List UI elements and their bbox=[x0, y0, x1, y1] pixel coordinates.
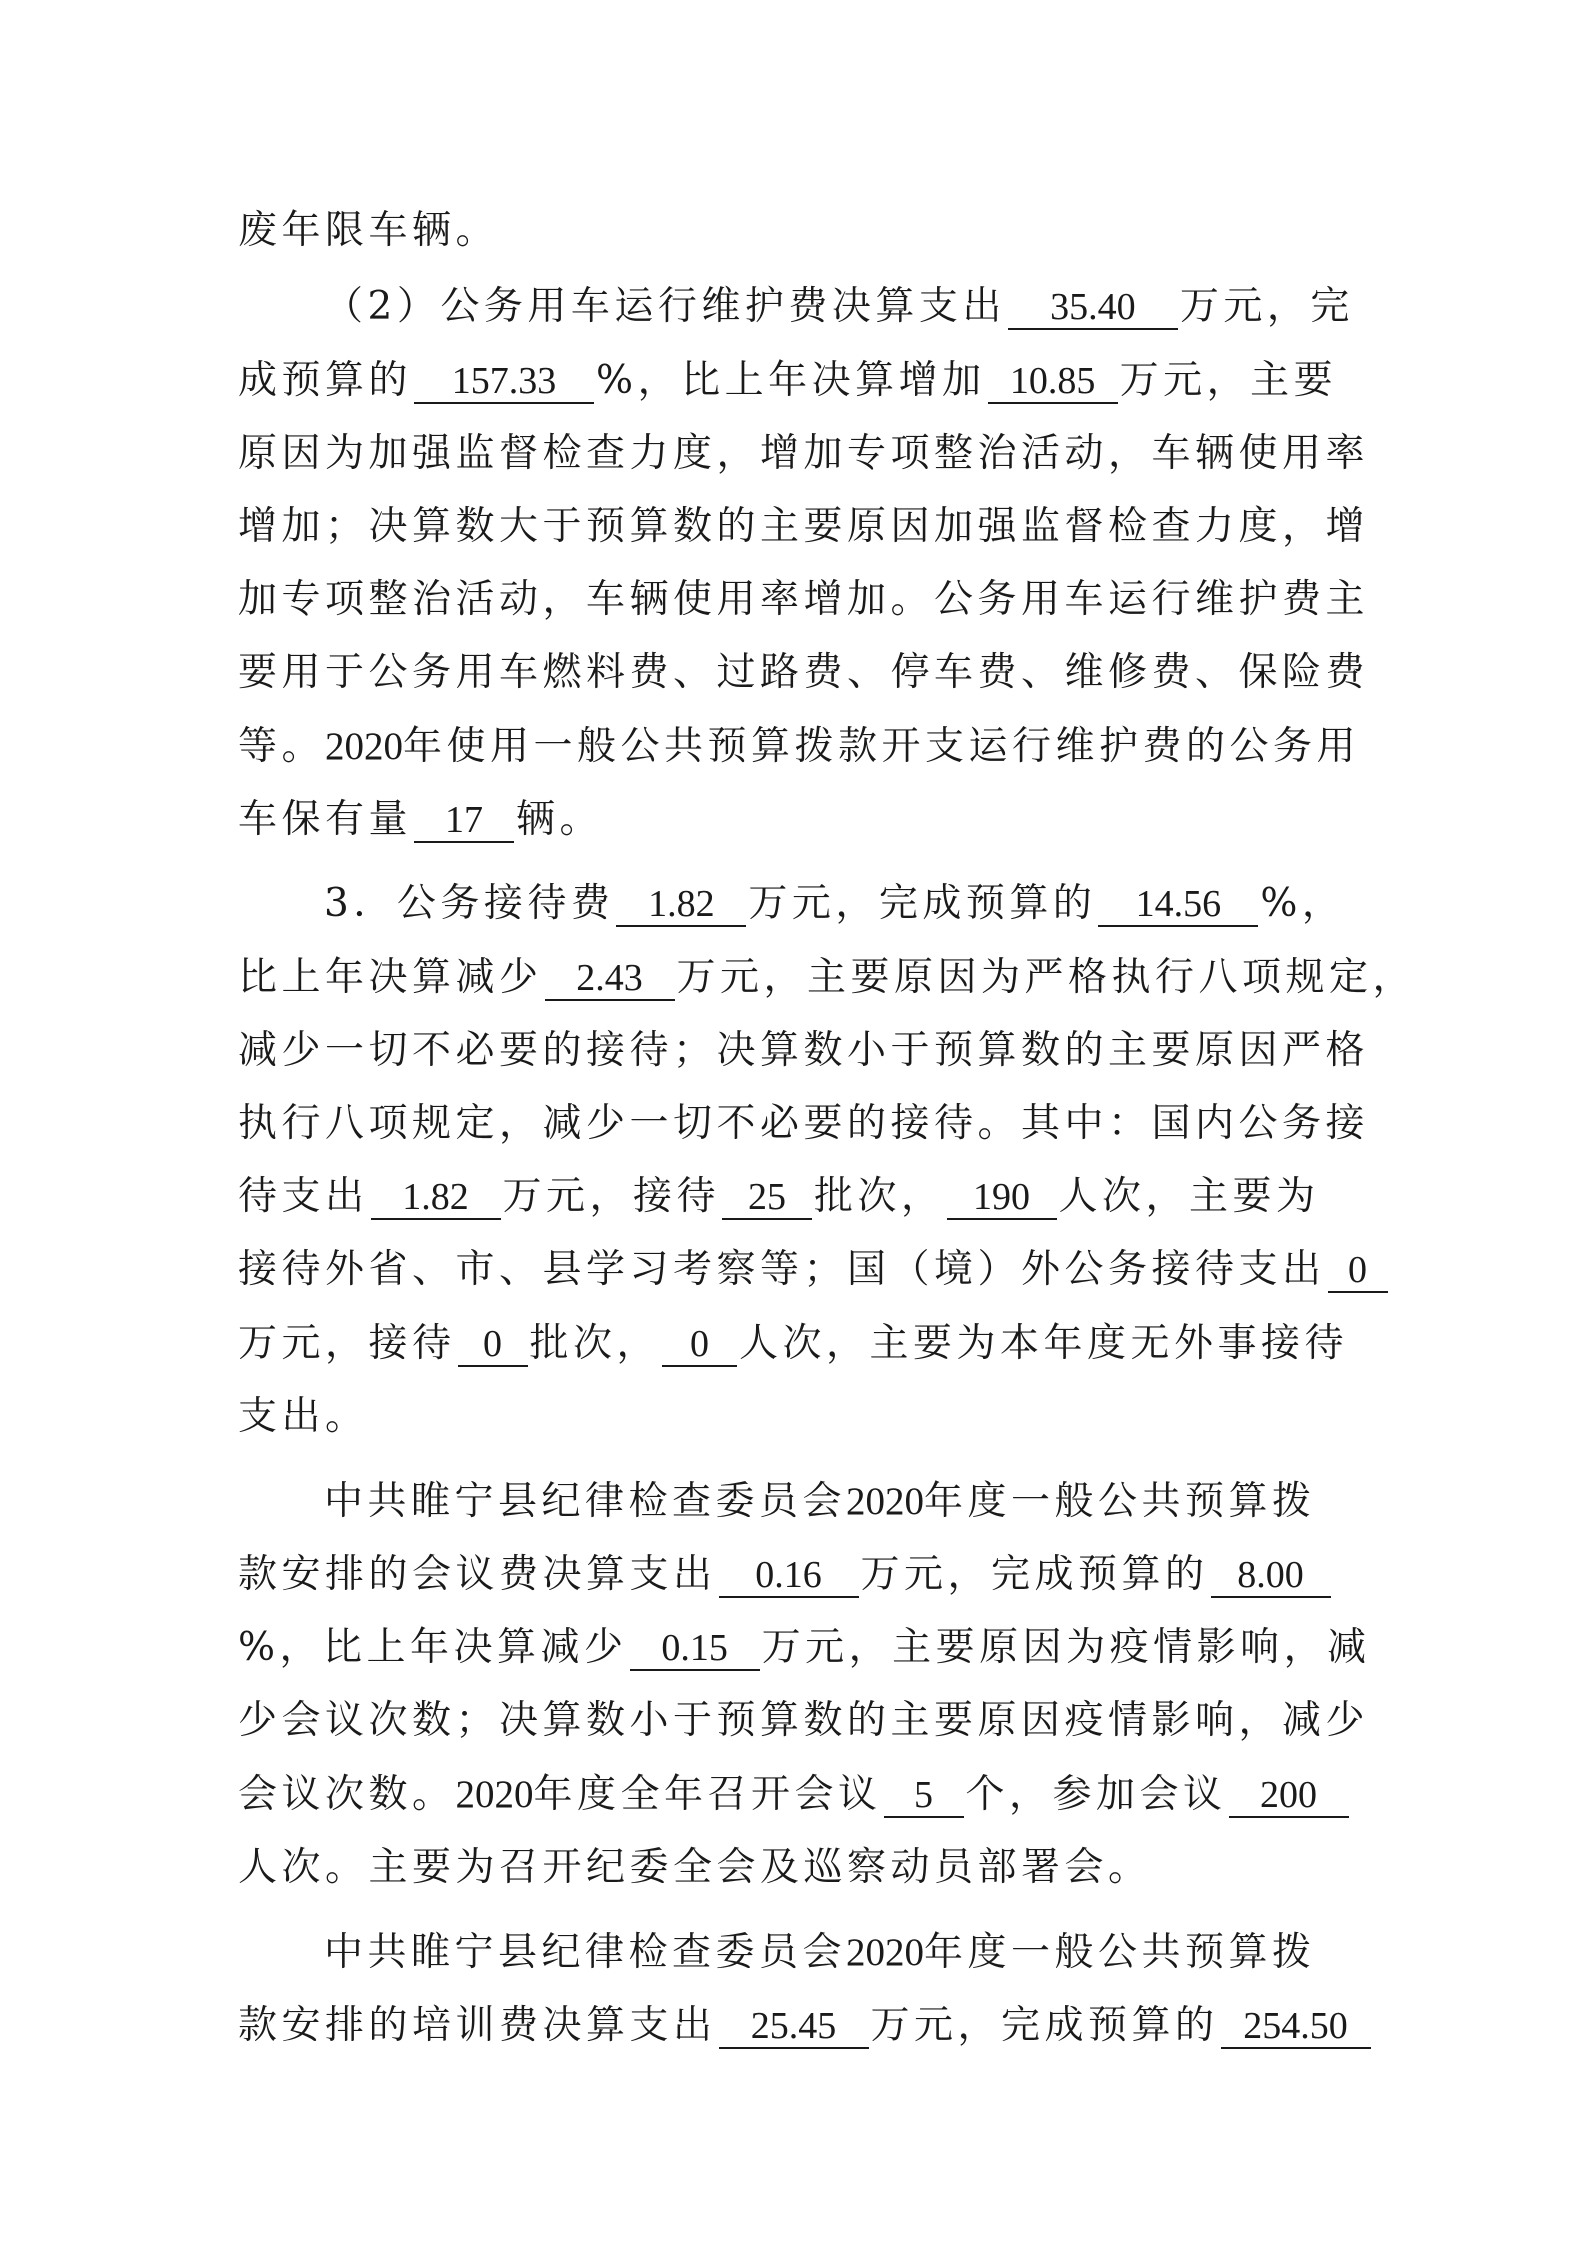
text-line: 原因为加强监督检查力度，增加专项整治活动，车辆使用率 bbox=[238, 431, 1370, 476]
vehicle-maintenance-line: （2）公务用车运行维护费决算支出 35.40 万元，完 bbox=[324, 284, 1354, 329]
text-line: 接待外省、市、县学习考察等；国（境）外公务接待支出 0 bbox=[238, 1246, 1358, 1294]
text-line: 比上年决算减少 2.43 万元，主要原因为严格执行八项规定， bbox=[238, 955, 1417, 1000]
reception-batches: 25 bbox=[722, 1176, 812, 1220]
text-line: 款安排的培训费决算支出 25.45 万元，完成预算的 254.50 bbox=[238, 2002, 1358, 2050]
foreign-reception-people: 0 bbox=[662, 1323, 737, 1367]
maintenance-amount: 35.40 bbox=[1008, 286, 1178, 330]
training-amount: 25.45 bbox=[719, 2005, 869, 2049]
training-percent: 254.50 bbox=[1221, 2005, 1371, 2049]
text-line: %，比上年决算减少 0.15 万元，主要原因为疫情影响，减 bbox=[238, 1625, 1371, 1670]
text-line: 款安排的会议费决算支出 0.16 万元，完成预算的 8.00 bbox=[238, 1551, 1358, 1599]
reception-decrease: 2.43 bbox=[545, 957, 675, 1001]
text-line: 少会议次数；决算数小于预算数的主要原因疫情影响，减少 bbox=[238, 1698, 1370, 1743]
text-line: 成预算的 157.33 %，比上年决算增加 10.85 万元，主要 bbox=[238, 358, 1338, 403]
text-line: 待支出 1.82 万元，接待 25 批次， 190 人次，主要为 bbox=[238, 1174, 1320, 1219]
text-line: 支出。 bbox=[238, 1394, 369, 1439]
text-line: 万元，接待 0 批次， 0 人次，主要为本年度无外事接待 bbox=[238, 1321, 1349, 1366]
reception-amount: 1.82 bbox=[616, 883, 746, 927]
vehicle-count: 17 bbox=[414, 799, 514, 843]
reception-fee-line: 3．公务接待费 1.82 万元，完成预算的 14.56 %， bbox=[324, 881, 1346, 926]
meeting-fee-line: 中共睢宁县纪律检查委员会2020年度一般公共预算拨 bbox=[324, 1479, 1316, 1524]
text-line: 等。2020年使用一般公共预算拨款开支运行维护费的公务用 bbox=[238, 724, 1361, 769]
foreign-reception-batches: 0 bbox=[458, 1323, 528, 1367]
meeting-attendees: 200 bbox=[1229, 1774, 1349, 1818]
text-line: 会议次数。2020年度全年召开会议 5 个，参加会议 200 bbox=[238, 1771, 1358, 1819]
reception-people: 190 bbox=[947, 1176, 1057, 1220]
maintenance-percent: 157.33 bbox=[414, 360, 594, 404]
text-line: 要用于公务用车燃料费、过路费、停车费、维修费、保险费 bbox=[238, 650, 1370, 695]
foreign-reception-amount: 0 bbox=[1328, 1249, 1388, 1293]
meeting-amount: 0.16 bbox=[719, 1554, 859, 1598]
meeting-percent: 8.00 bbox=[1211, 1554, 1331, 1598]
document-page bbox=[238, 0, 1417, 2245]
text-line: 增加；决算数大于预算数的主要原因加强监督检查力度，增 bbox=[238, 504, 1370, 549]
reception-percent: 14.56 bbox=[1098, 883, 1258, 927]
text-line: 减少一切不必要的接待；决算数小于预算数的主要原因严格 bbox=[238, 1028, 1370, 1073]
maintenance-increase: 10.85 bbox=[988, 360, 1118, 404]
text-line: 废年限车辆。 bbox=[238, 208, 500, 253]
training-fee-line: 中共睢宁县纪律检查委员会2020年度一般公共预算拨 bbox=[324, 1930, 1316, 1975]
domestic-reception-amount: 1.82 bbox=[371, 1176, 501, 1220]
text-line: 人次。主要为召开纪委全会及巡察动员部署会。 bbox=[238, 1845, 1152, 1890]
meeting-count: 5 bbox=[884, 1774, 964, 1818]
text-line: 车保有量 17 辆。 bbox=[238, 797, 604, 842]
text-line: 加专项整治活动，车辆使用率增加。公务用车运行维护费主 bbox=[238, 577, 1370, 622]
text-line: 执行八项规定，减少一切不必要的接待。其中：国内公务接 bbox=[238, 1101, 1370, 1146]
meeting-decrease: 0.15 bbox=[630, 1627, 760, 1671]
